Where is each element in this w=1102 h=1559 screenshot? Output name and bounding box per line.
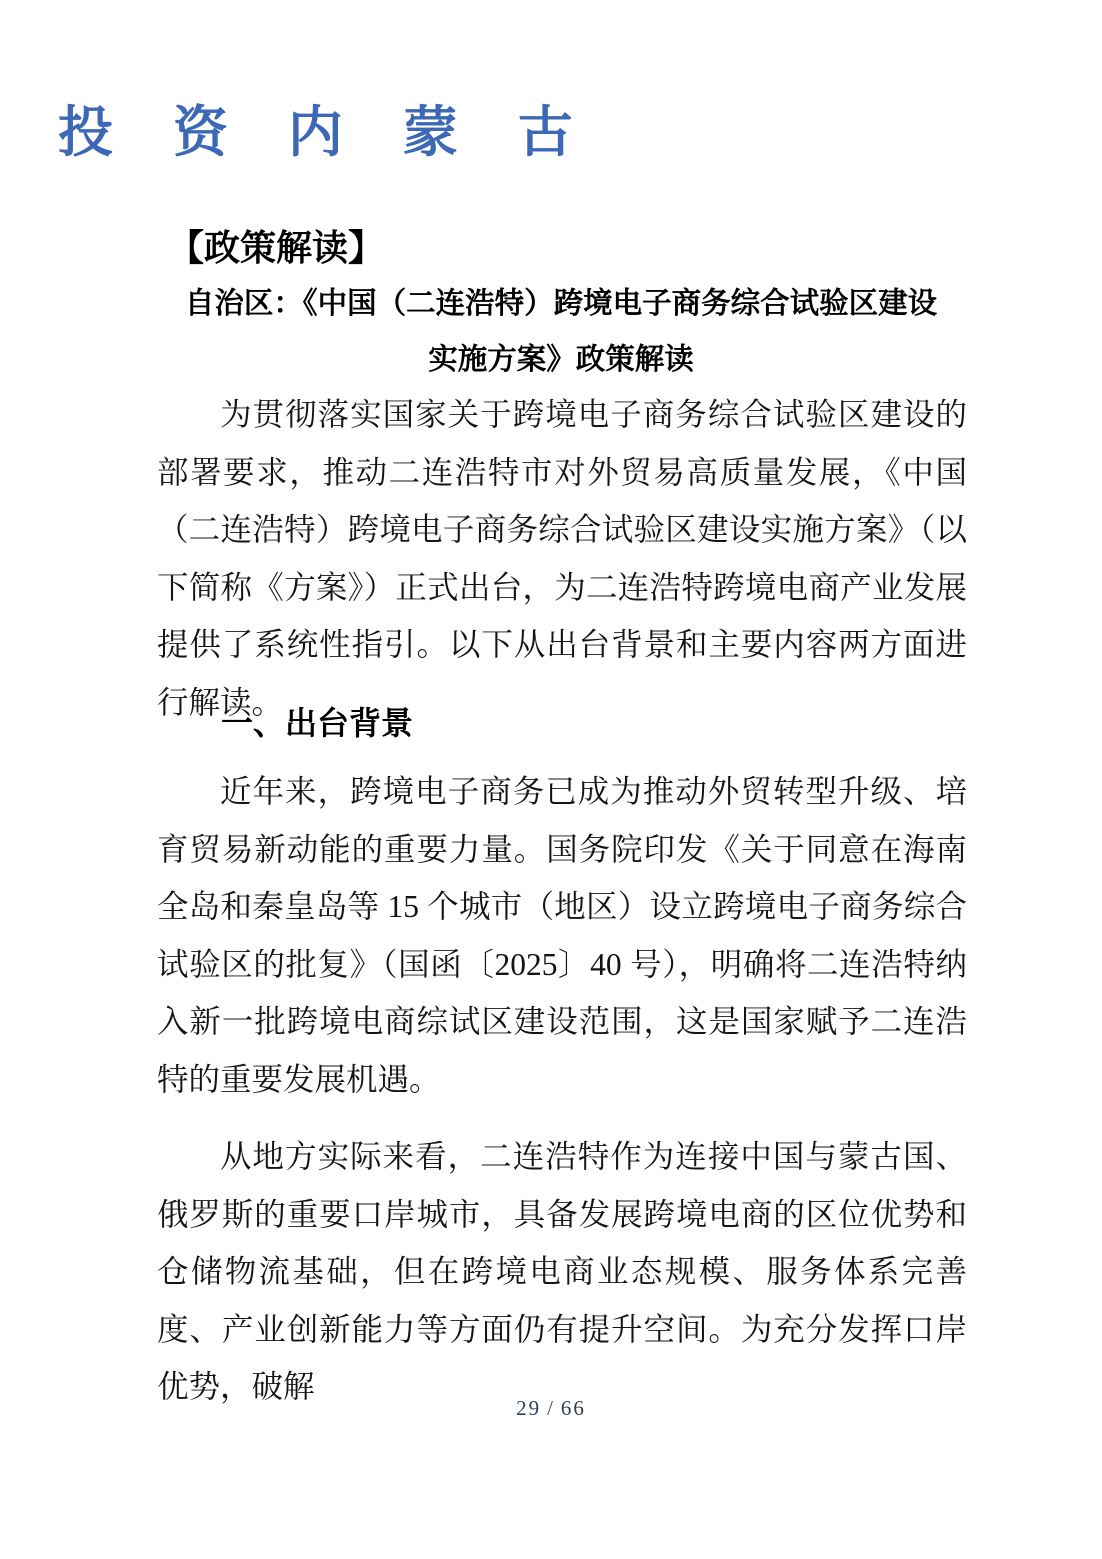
page-number-separator: /	[547, 1396, 555, 1420]
section-label: 【政策解读】	[168, 228, 385, 268]
page-number-total: 66	[560, 1396, 586, 1420]
paragraph-local-context: 从地方实际来看，二连浩特作为连接中国与蒙古国、俄罗斯的重要口岸城市，具备发展跨境电商的区位优势和仓储物流基础，但在跨境电商业态规模、服务体系完善度、产业创新能力等方面仍有提升空间。为充分发挥口岸优势，破解	[157, 1139, 967, 1404]
paragraph-national-context: 近年来，跨境电子商务已成为推动外贸转型升级、培育贸易新动能的重要力量。国务院印发《关于同意在海南全岛和秦皇岛等 15 个城市（地区）设立跨境电子商务综合试验区的批复》（国函〔2025〕40 号），明确将二连浩特纳入新一批跨境电商综试区建设范围，这是国家赋予二连浩特的重要发展机遇。	[157, 774, 967, 1097]
doc-title	[146, 276, 976, 388]
doc-title-line2: 实施方案》政策解读	[428, 343, 694, 376]
brand-title: 投 资 内 蒙 古	[58, 102, 596, 163]
page-number	[0, 1396, 1102, 1421]
paragraph-intro: 为贯彻落实国家关于跨境电子商务综合试验区建设的部署要求，推动二连浩特市对外贸易高质量发展，《中国（二连浩特）跨境电子商务综合试验区建设实施方案》（以下简称《方案》）正式出台，为二连浩特跨境电商产业发展提供了系统性指引。以下从出台背景和主要内容两方面进行解读。	[157, 397, 967, 720]
page-number-current: 29	[516, 1396, 542, 1420]
section-heading-background: 一、出台背景	[221, 705, 414, 741]
doc-title-line1: 自治区：《中国（二连浩特）跨境电子商务综合试验区建设	[184, 287, 938, 320]
